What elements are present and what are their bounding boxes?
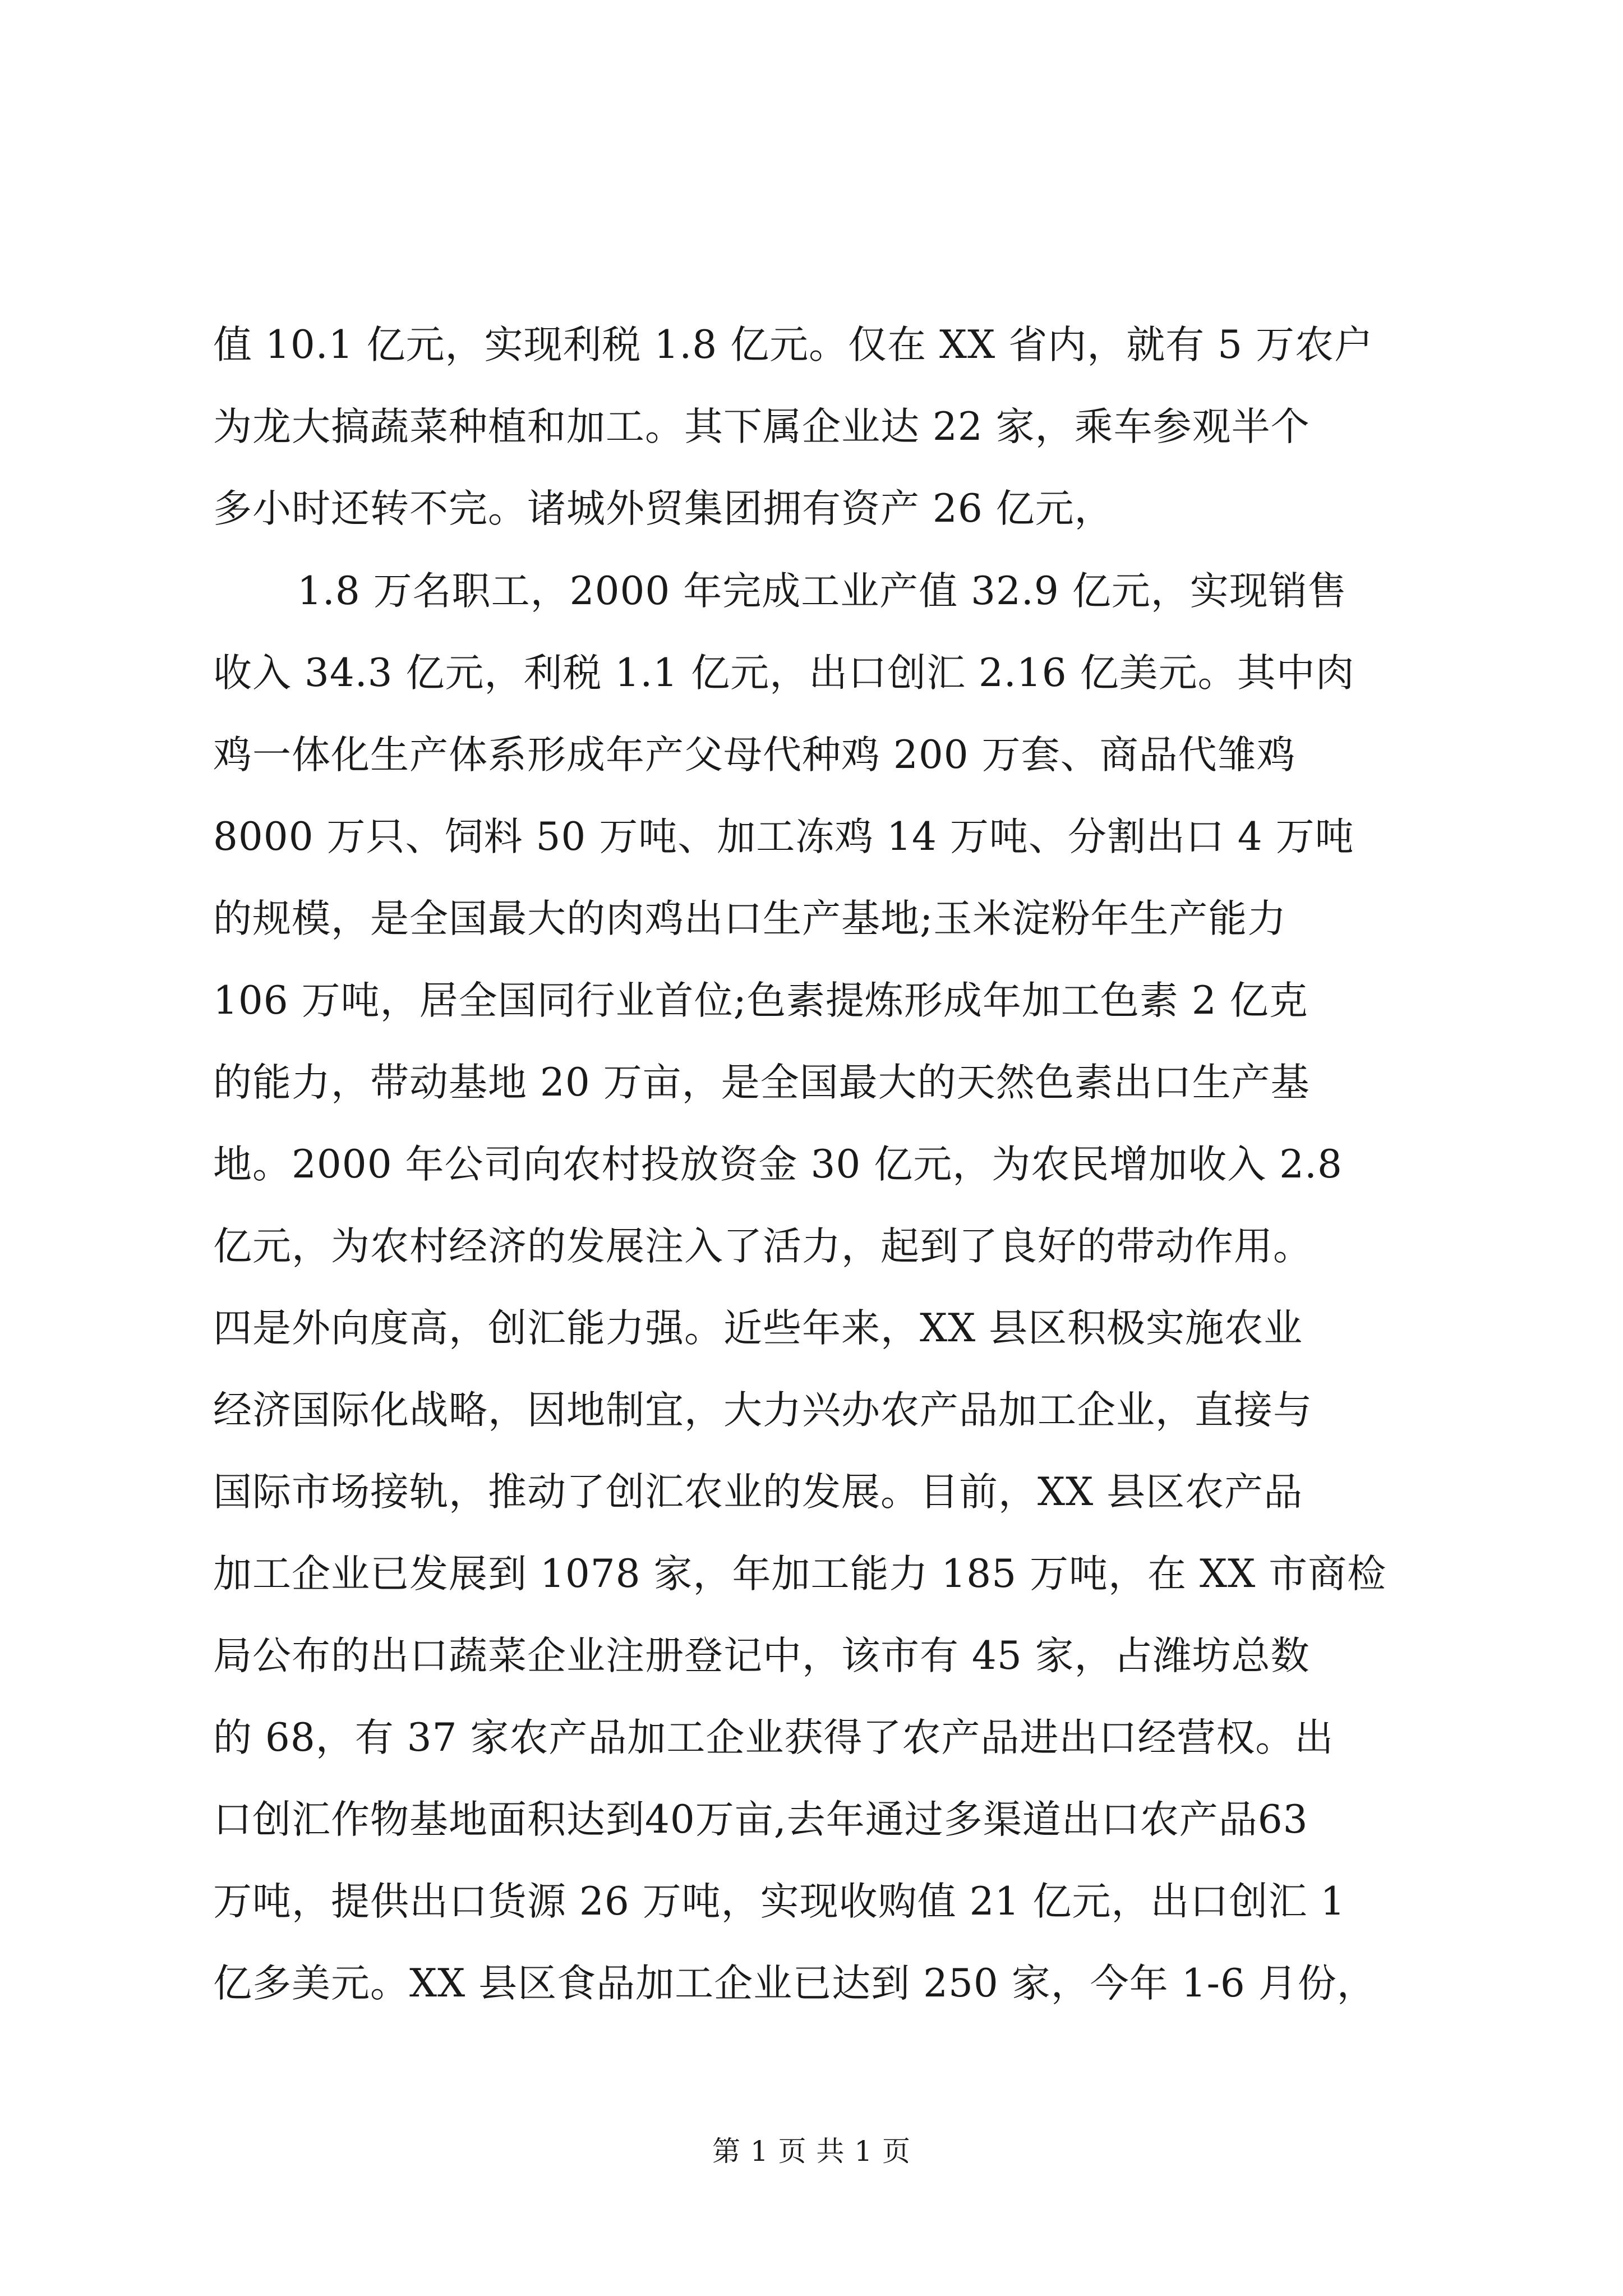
text-line: 局公布的出口蔬菜企业注册登记中，该市有 45 家，占潍坊总数 (213, 1634, 1310, 1678)
text-line: 亿多美元。XX 县区食品加工企业已达到 250 家，今年 1-6 月份， (213, 1961, 1376, 2006)
text-line: 国际市场接轨，推动了创汇农业的发展。目前，XX 县区农产品 (213, 1470, 1303, 1515)
text-line: 鸡一体化生产体系形成年产父母代种鸡 200 万套、商品代雏鸡 (213, 733, 1296, 777)
text-line: 多小时还转不完。诸城外贸集团拥有资产 26 亿元， (213, 486, 1114, 531)
text-line: 的 68，有 37 家农产品加工企业获得了农产品进出口经营权。出 (213, 1715, 1334, 1760)
text-line: 加工企业已发展到 1078 家，年加工能力 185 万吨，在 XX 市商检 (213, 1552, 1387, 1596)
text-line: 亿元，为农村经济的发展注入了活力，起到了良好的带动作用。 (213, 1224, 1312, 1269)
text-line: 值 10.1 亿元，实现利税 1.8 亿元。仅在 XX 省内，就有 5 万农户 (213, 323, 1373, 367)
text-line: 四是外向度高，创汇能力强。近些年来，XX 县区积极实施农业 (213, 1306, 1303, 1351)
text-line: 经济国际化战略，因地制宜，大力兴办农产品加工企业，直接与 (213, 1388, 1312, 1433)
text-line: 口创汇作物基地面积达到40万亩,去年通过多渠道出口农产品63 (213, 1797, 1308, 1842)
text-line: 的规模，是全国最大的肉鸡出口生产基地;玉米淀粉年生产能力 (213, 896, 1287, 941)
text-line: 106 万吨，居全国同行业首位;色素提炼形成年加工色素 2 亿克 (213, 978, 1308, 1023)
text-line: 地。2000 年公司向农村投放资金 30 亿元，为农民增加收入 2.8 (213, 1142, 1343, 1187)
text-line: 1.8 万名职工，2000 年完成工业产值 32.9 亿元，实现销售 (297, 569, 1347, 614)
text-line: 为龙大搞蔬菜种植和加工。其下属企业达 22 家，乘车参观半个 (213, 404, 1310, 449)
page-number-footer: 第 1 页 共 1 页 (712, 2135, 911, 2168)
text-line: 8000 万只、饲料 50 万吨、加工冻鸡 14 万吨、分割出口 4 万吨 (213, 815, 1354, 859)
text-line: 的能力，带动基地 20 万亩，是全国最大的天然色素出口生产基 (213, 1060, 1310, 1105)
text-line: 收入 34.3 亿元，利税 1.1 亿元，出口创汇 2.16 亿美元。其中肉 (213, 651, 1355, 696)
text-line: 万吨，提供出口货源 26 万吨，实现收购值 21 亿元，出口创汇 1 (213, 1879, 1346, 1924)
